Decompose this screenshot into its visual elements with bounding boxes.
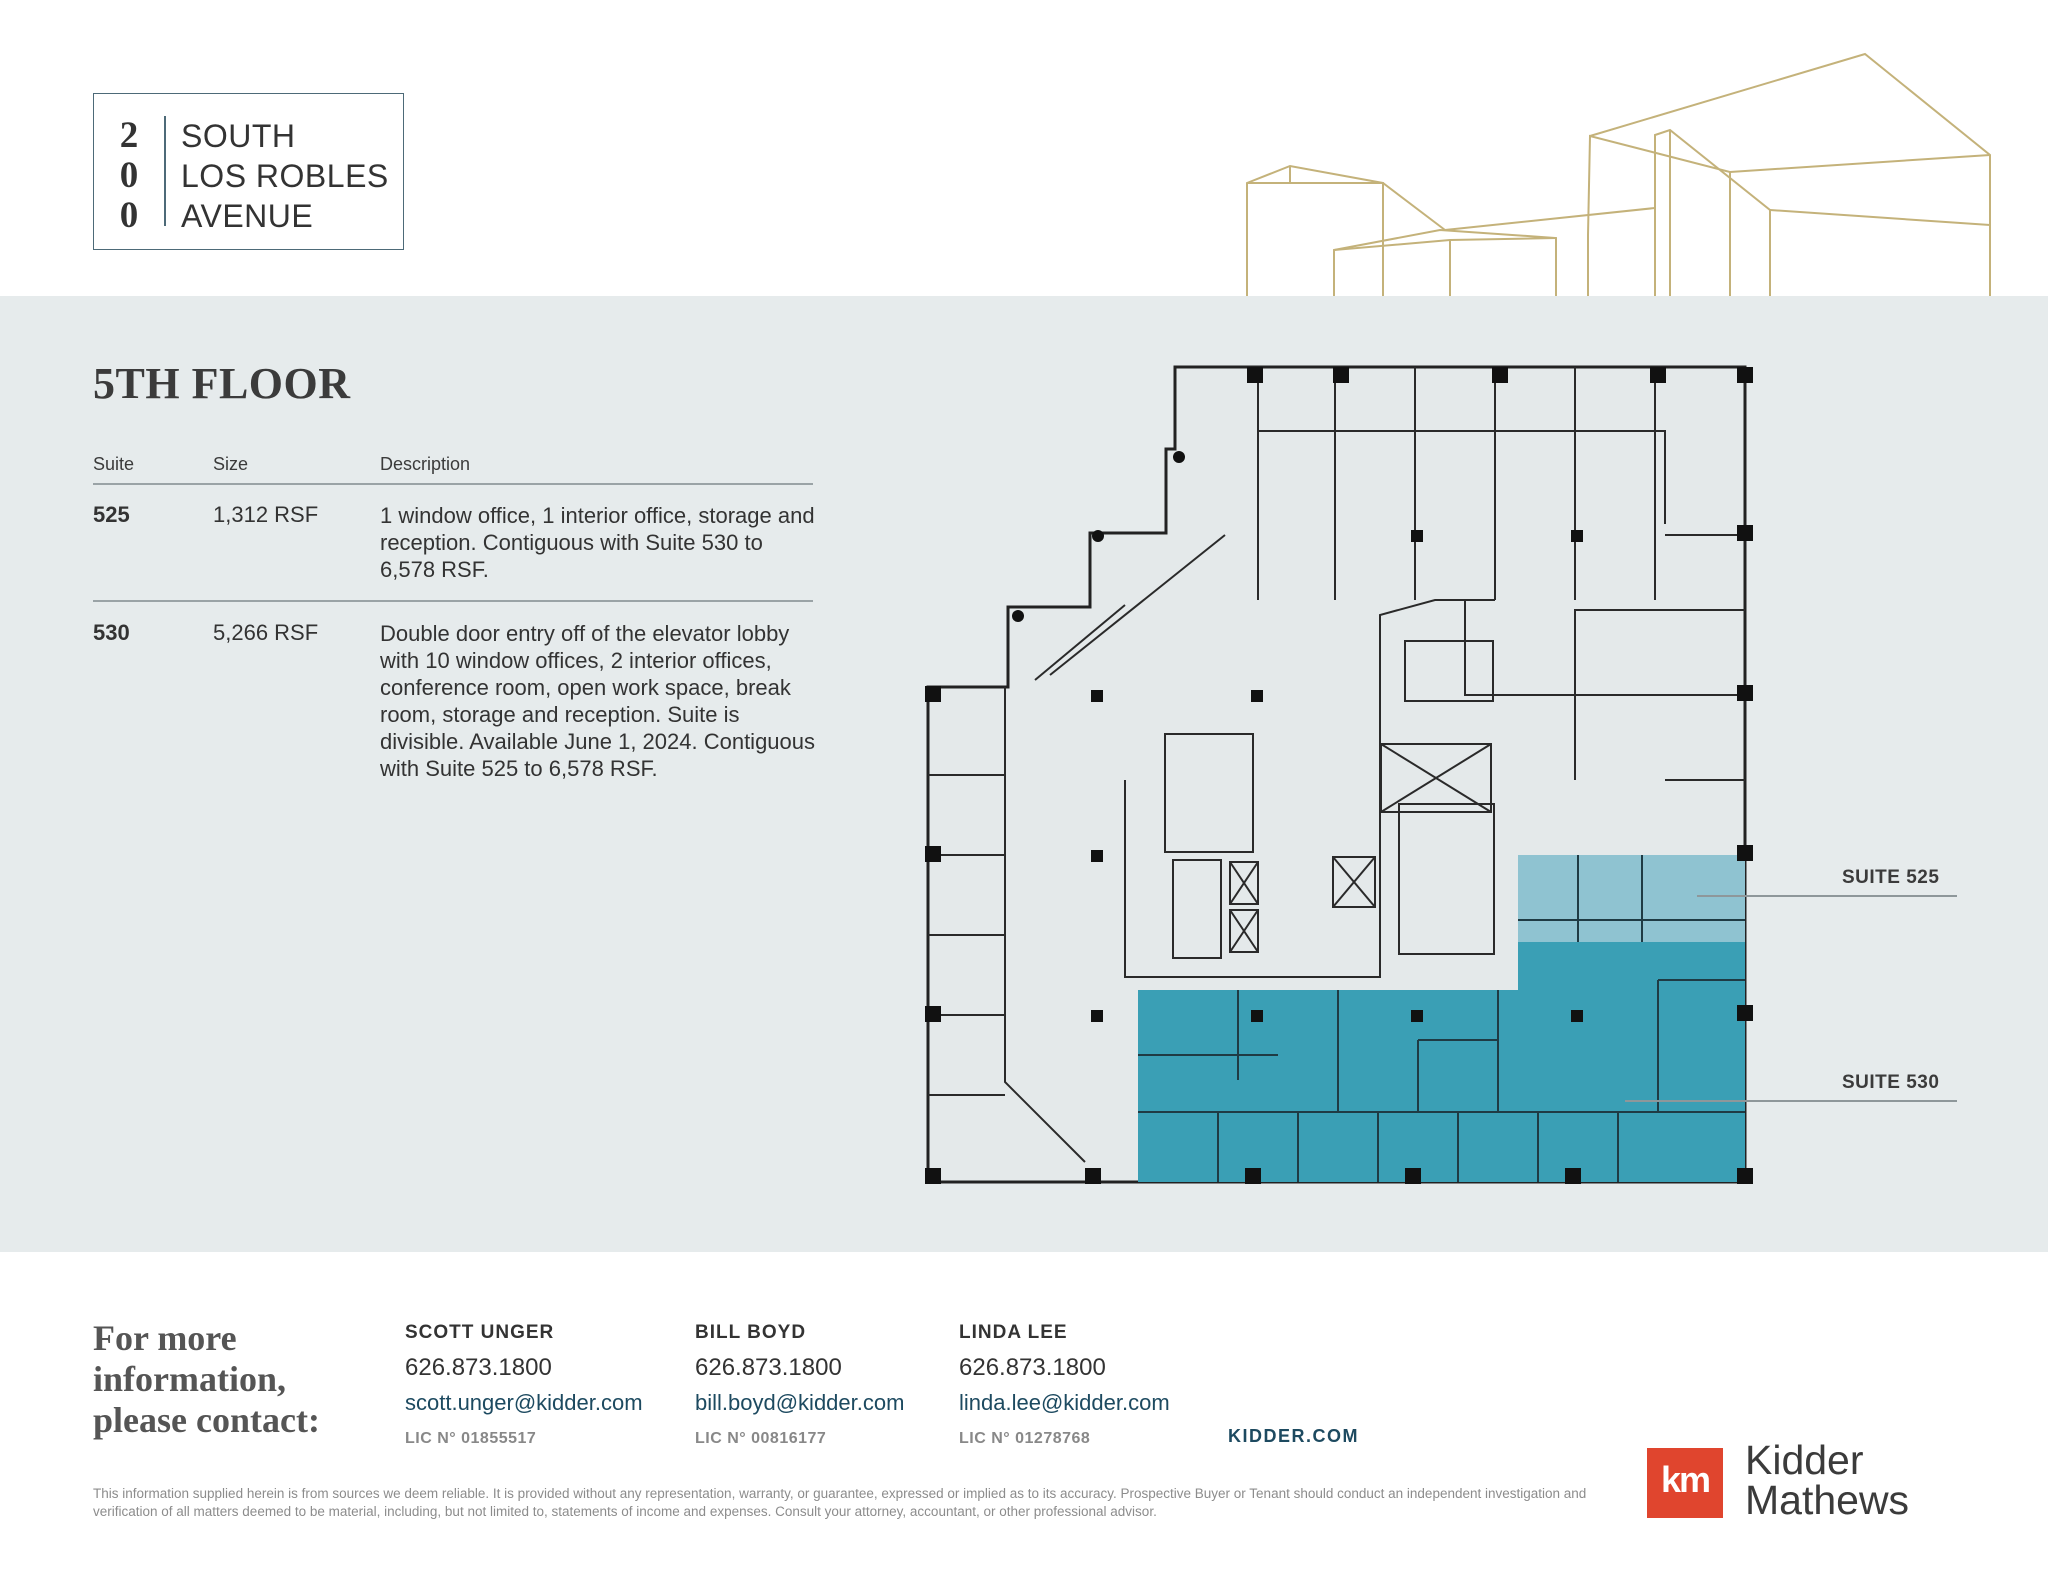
suite-525-area bbox=[1518, 855, 1745, 942]
agent-card bbox=[405, 1322, 643, 1448]
logo-street-name: SOUTH LOS ROBLES AVENUE bbox=[181, 118, 389, 234]
table-divider bbox=[93, 600, 813, 602]
suite-size: 1,312 RSF bbox=[213, 502, 319, 527]
suite-530-leader-line bbox=[1625, 1100, 1957, 1102]
agent-email-link[interactable]: bill.boyd@kidder.com bbox=[695, 1390, 905, 1415]
suite-number: 525 bbox=[93, 502, 130, 527]
column-header-size: Size bbox=[213, 454, 249, 474]
agent-phone[interactable]: 626.873.1800 bbox=[959, 1354, 1106, 1381]
suite-number: 530 bbox=[93, 620, 130, 645]
agent-license: LIC N° 01278768 bbox=[959, 1430, 1091, 1447]
agent-name: SCOTT UNGER bbox=[405, 1322, 555, 1343]
building-logo bbox=[93, 93, 404, 250]
agent-name: BILL BOYD bbox=[695, 1322, 807, 1343]
suite-530-label: SUITE 530 bbox=[1842, 1072, 1940, 1093]
agent-phone[interactable]: 626.873.1800 bbox=[695, 1354, 842, 1381]
km-logo-mark: km bbox=[1647, 1448, 1723, 1518]
floor-plan bbox=[925, 360, 1960, 1186]
kidder-mathews-logo bbox=[1647, 1437, 1977, 1523]
disclaimer-text: This information supplied herein is from sources we deem reliable. It is provided without any representation, warranty, or guarantee, expressed or implied as to its accuracy. Prospective Buyer or Tenant should conduct an independent investigation and verification of all matters deemed to be material, including, but not limited to, statements of income and expenses. Consult your attorney, accountant, or other professional advisor. bbox=[93, 1486, 1587, 1519]
suite-description: 1 window office, 1 interior office, storage and reception. Contiguous with Suite 530 to 6,578 RSF. bbox=[380, 503, 815, 582]
agent-email-link[interactable]: linda.lee@kidder.com bbox=[959, 1390, 1170, 1415]
floor-title: 5TH FLOOR bbox=[93, 359, 351, 408]
logo-number: 2 0 0 bbox=[119, 115, 139, 236]
website-link[interactable]: KIDDER.COM bbox=[1228, 1426, 1359, 1446]
table-divider bbox=[93, 483, 813, 485]
agent-card bbox=[695, 1322, 904, 1448]
suite-525-label: SUITE 525 bbox=[1842, 867, 1940, 888]
agent-card bbox=[959, 1322, 1170, 1448]
building-outline-graphic bbox=[1230, 40, 2010, 296]
agent-license: LIC N° 00816177 bbox=[695, 1430, 827, 1447]
agent-name: LINDA LEE bbox=[959, 1322, 1068, 1343]
brand-name: Kidder Mathews bbox=[1745, 1437, 1910, 1523]
suite-525-leader-line bbox=[1697, 895, 1957, 897]
logo-divider bbox=[164, 116, 166, 226]
column-header-description: Description bbox=[380, 454, 471, 474]
column-header-suite: Suite bbox=[93, 454, 135, 474]
agent-license: LIC N° 01855517 bbox=[405, 1430, 537, 1447]
agent-phone[interactable]: 626.873.1800 bbox=[405, 1354, 552, 1381]
suite-size: 5,266 RSF bbox=[213, 620, 319, 645]
agent-email-link[interactable]: scott.unger@kidder.com bbox=[405, 1390, 643, 1415]
contact-heading: For more information, please contact: bbox=[93, 1318, 320, 1440]
suite-description: Double door entry off of the elevator lobby with 10 window offices, 2 interior offices, conference room, open work space, break room, storage and reception. Suite is divisible. Available June 1, 2024. Contiguous with Suite 525 to 6,578 RSF. bbox=[380, 621, 816, 781]
